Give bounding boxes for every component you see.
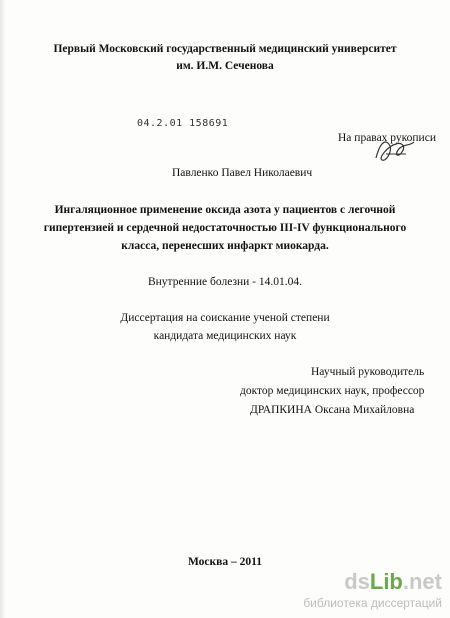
thesis-title-line3: класса, перенесших инфаркт миокарда. <box>121 240 329 252</box>
degree-line2: кандидата медицинских наук <box>153 330 297 342</box>
dslib-logo: dsLib.net <box>344 569 442 594</box>
supervisor-name: ДРАПКИНА Оксана Михайловна <box>250 404 415 416</box>
thesis-title-line2: гипертензией и сердечной недостаточностью III-IV функционального <box>43 222 407 234</box>
specialty-code: Внутренние болезни - 14.01.04. <box>147 276 303 288</box>
degree-line1: Диссертация на соискание ученой степени <box>120 312 330 324</box>
rights-note: На правах рукописи <box>338 132 436 144</box>
dslib-subtitle: библиотека диссертаций <box>303 596 442 610</box>
supervisor-degree: доктор медицинских наук, профессор <box>240 385 425 397</box>
dslib-watermark <box>303 570 442 610</box>
supervisor-role: Научный руководитель <box>311 366 425 378</box>
university-name-line2: им. И.М. Сеченова <box>176 60 274 72</box>
thesis-title-line1: Ингаляционное применение оксида азота у пациентов с легочной <box>54 204 396 216</box>
university-name-line1: Первый Московский государственный медицинский университет <box>53 43 397 55</box>
handwritten-signature-icon <box>372 132 418 168</box>
city-year: Москва – 2011 <box>187 556 262 568</box>
scan-edge <box>0 0 6 618</box>
author-name: Павленко Павел Николаевич <box>172 167 313 179</box>
archive-stamp-number: 04.2.01 158691 <box>137 118 229 129</box>
